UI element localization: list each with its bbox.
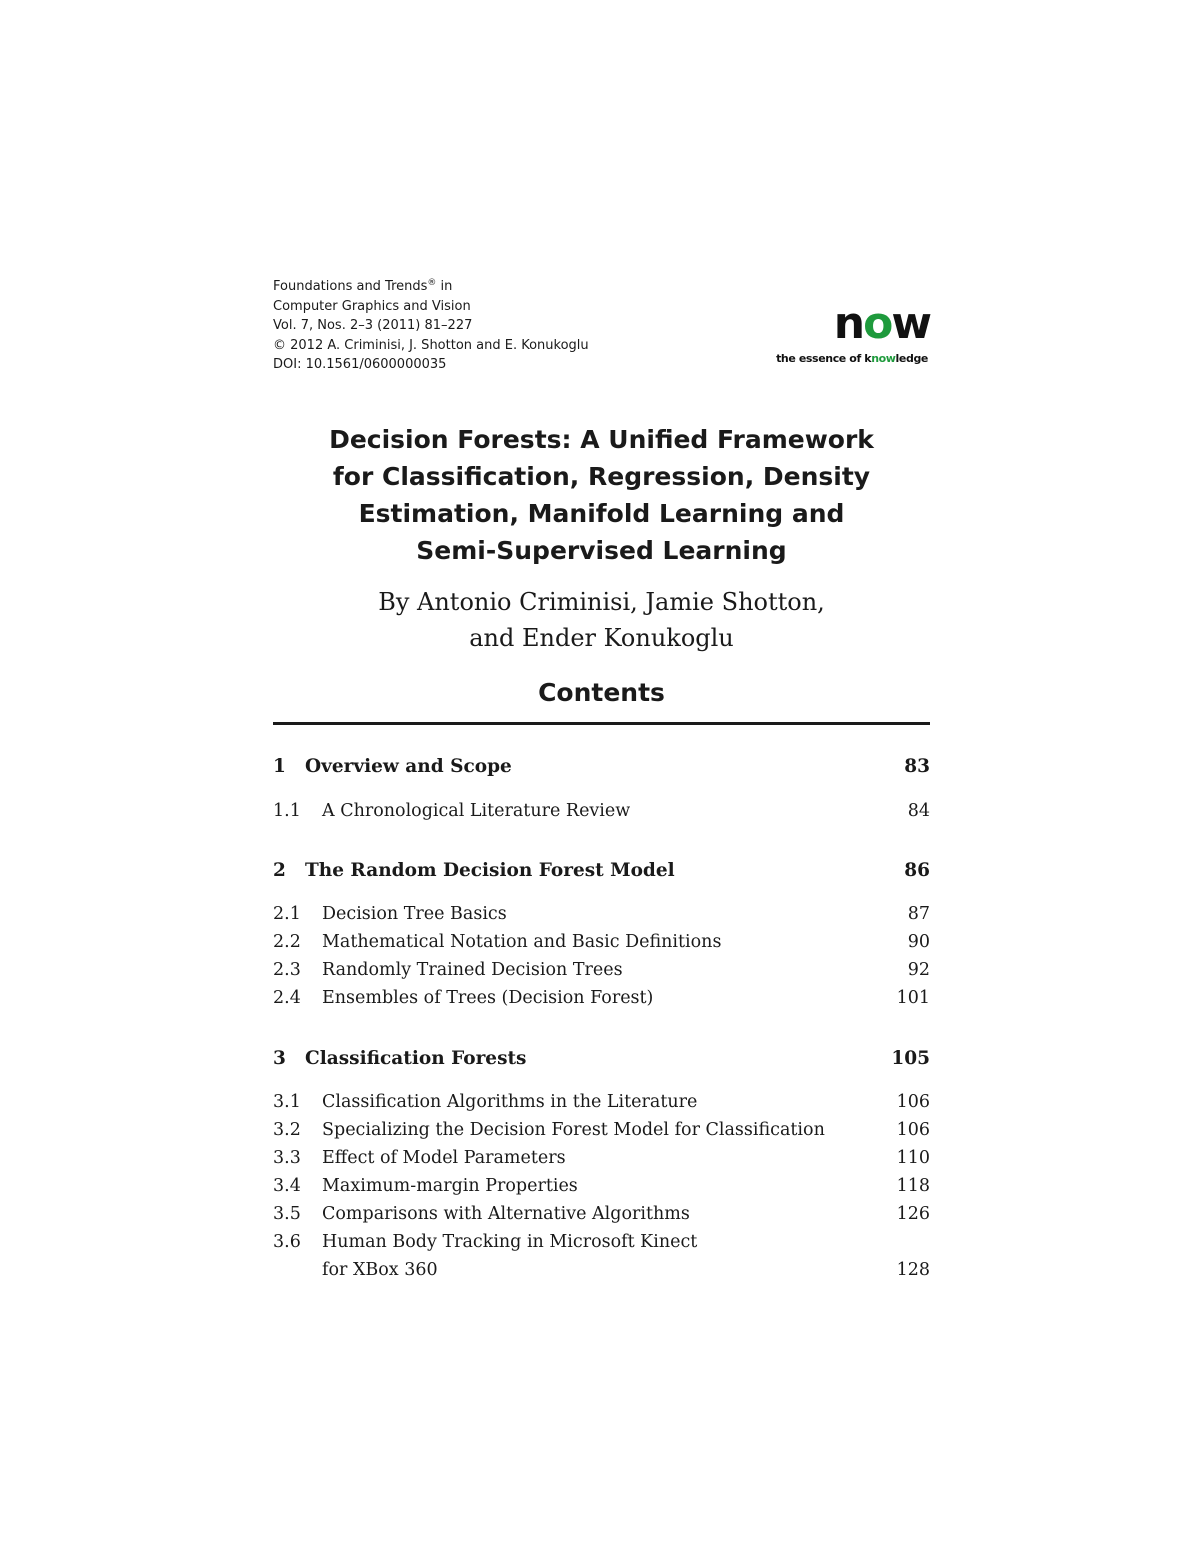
logo-letter-n: n [833,298,864,349]
toc-title: Mathematical Notation and Basic Definitions [322,932,722,952]
toc-section-row[interactable] [273,957,930,983]
toc-title: The Random Decision Forest Model [305,860,675,881]
toc-number: 2.1 [273,904,301,924]
toc-section-row[interactable] [273,1173,930,1199]
toc-section-row[interactable] [273,1145,930,1171]
toc-page: 128 [896,1260,930,1280]
toc-section-row[interactable] [273,798,930,824]
toc-section-row[interactable] [273,1117,930,1143]
toc-title: Overview and Scope [305,756,512,777]
toc-number: 3.5 [273,1204,301,1224]
toc-section-row[interactable] [273,985,930,1011]
toc-title: for XBox 360 [322,1260,438,1280]
toc-title: Specializing the Decision Forest Model for Classification [322,1120,825,1140]
contents-heading: Contents [538,678,665,707]
toc-number: 2 [273,860,286,881]
toc-title: Classification Algorithms in the Literature [322,1092,698,1112]
toc-section-row[interactable] [273,1229,930,1255]
toc-title: Classification Forests [305,1048,527,1069]
title-line-1: Decision Forests: A Unified Framework [329,425,874,454]
toc-number: 2.3 [273,960,301,980]
title-line-4: Semi-Supervised Learning [416,536,787,565]
toc-title: A Chronological Literature Review [322,801,631,821]
toc-page: 83 [904,756,930,777]
toc-number: 3.1 [273,1092,301,1112]
toc-chapter-row[interactable] [273,858,930,884]
toc-title: Comparisons with Alternative Algorithms [322,1204,690,1224]
toc-number: 3.6 [273,1232,301,1252]
table-of-contents [273,0,930,1553]
toc-number: 2.4 [273,988,301,1008]
toc-title: Randomly Trained Decision Trees [322,960,623,980]
toc-section-row[interactable] [273,929,930,955]
toc-number: 3.3 [273,1148,301,1168]
toc-chapter-row[interactable] [273,1046,930,1072]
toc-title: Maximum-margin Properties [322,1176,578,1196]
toc-page: 87 [907,904,930,924]
toc-number: 3.2 [273,1120,301,1140]
toc-title: Ensembles of Trees (Decision Forest) [322,988,654,1008]
doi-line: DOI: 10.1561/0600000035 [273,357,447,372]
toc-page: 126 [896,1204,930,1224]
tagline-part-c: ledge [895,352,928,365]
toc-page: 84 [907,801,930,821]
copyright-line: © 2012 A. Criminisi, J. Shotton and E. Konukoglu [273,337,589,353]
toc-page: 101 [896,988,930,1008]
toc-page: 86 [904,860,930,881]
logo-letter-w: w [891,298,930,349]
toc-page: 90 [907,932,930,952]
series-in: in [436,279,453,294]
toc-section-row[interactable] [273,901,930,927]
toc-title: Decision Tree Basics [322,904,507,924]
toc-page: 110 [896,1148,930,1168]
registered-mark: ® [427,278,437,288]
toc-page: 105 [891,1048,930,1069]
toc-title: Human Body Tracking in Microsoft Kinect [322,1232,698,1252]
logo-letter-o: o [863,298,892,349]
series-name: Foundations and Trends [273,279,428,294]
toc-number: 1.1 [273,801,301,821]
toc-section-row[interactable] [273,1089,930,1115]
toc-page: 106 [896,1120,930,1140]
journal-name: Computer Graphics and Vision [273,298,471,314]
toc-section-row-continuation[interactable] [273,1257,930,1283]
volume-info: Vol. 7, Nos. 2–3 (2011) 81–227 [273,318,473,333]
title-line-3: Estimation, Manifold Learning and [358,499,845,528]
toc-page: 106 [896,1092,930,1112]
authors-line-2: and Ender Konukoglu [469,624,734,652]
authors-line-1: By Antonio Criminisi, Jamie Shotton, [378,588,825,616]
toc-chapter-row[interactable] [273,754,930,780]
tagline-part-a: the essence of k [776,352,872,365]
toc-page: 118 [896,1176,930,1196]
toc-number: 3 [273,1048,286,1069]
toc-page: 92 [907,960,930,980]
tagline-part-b: now [871,352,896,365]
toc-title: Effect of Model Parameters [322,1148,566,1168]
toc-number: 2.2 [273,932,301,952]
toc-section-row[interactable] [273,1201,930,1227]
title-line-2: for Classification, Regression, Density [332,462,871,491]
toc-number: 3.4 [273,1176,301,1196]
toc-number: 1 [273,756,286,777]
